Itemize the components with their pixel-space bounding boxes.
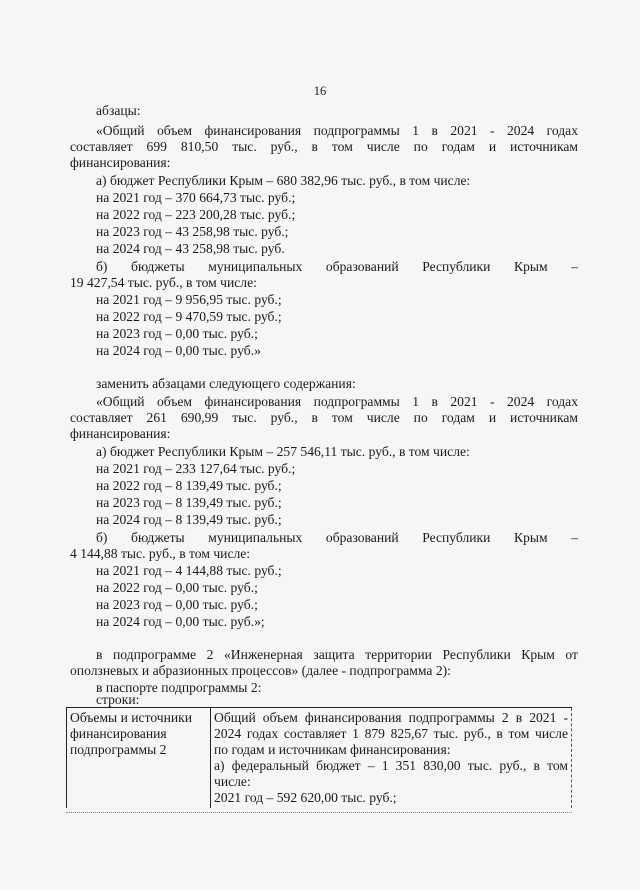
- table-cell-label-line: финансирования: [70, 726, 167, 741]
- table-cell-value: [211, 708, 572, 809]
- paragraph-new-2024: на 2024 год – 8 139,49 тыс. руб.;: [96, 512, 282, 527]
- paragraph-old-municipal-line1: б) бюджеты муниципальных образований Республики Крым –: [96, 259, 578, 274]
- paragraph-old-2022: на 2022 год – 223 200,28 тыс. руб.;: [96, 207, 296, 222]
- paragraph-old-mun-2022: на 2022 год – 9 470,59 тыс. руб.;: [96, 309, 282, 324]
- table-row: [67, 708, 572, 809]
- paragraph-new-total-line2: составляет 261 690,99 тыс. руб., в том числе по годам и источникам: [70, 410, 578, 425]
- table-cut-edge: [66, 812, 572, 813]
- paragraph-new-mun-2024: на 2024 год – 0,00 тыс. руб.»;: [96, 614, 265, 629]
- table-cell-value-line: Общий объем финансирования подпрограммы 2 в 2021 -: [214, 710, 568, 725]
- paragraph-old-budget-rk: а) бюджет Республики Крым – 680 382,96 тыс. руб., в том числе:: [96, 173, 471, 188]
- paragraph-replace-with: заменить абзацами следующего содержания:: [96, 376, 356, 391]
- paragraph-new-total-line1: «Общий объем финансирования подпрограммы 1 в 2021 - 2024 годах: [96, 394, 578, 409]
- paragraph-new-mun-2021: на 2021 год – 4 144,88 тыс. руб.;: [96, 563, 282, 578]
- table-cell-value-line: 2024 годах составляет 1 879 825,67 тыс. руб., в том числе: [214, 726, 568, 741]
- paragraph-lines: строки:: [96, 692, 140, 707]
- paragraph-subprogram2-line1: в подпрограмме 2 «Инженерная защита территории Республики Крым от: [96, 647, 578, 662]
- table-cell-value-line: по годам и источникам финансирования:: [214, 742, 451, 757]
- paragraph-new-2023: на 2023 год – 8 139,49 тыс. руб.;: [96, 495, 282, 510]
- table-cell-value-line: а) федеральный бюджет – 1 351 830,00 тыс. руб., в том: [214, 758, 568, 773]
- paragraph-old-mun-2021: на 2021 год – 9 956,95 тыс. руб.;: [96, 292, 282, 307]
- paragraph-old-mun-2024: на 2024 год – 0,00 тыс. руб.»: [96, 343, 261, 358]
- paragraph-old-total-line1: «Общий объем финансирования подпрограммы 1 в 2021 - 2024 годах: [96, 123, 578, 138]
- paragraph-passport: в паспорте подпрограммы 2:: [96, 680, 262, 695]
- table-cell-label: [67, 708, 211, 809]
- paragraph-old-mun-2023: на 2023 год – 0,00 тыс. руб.;: [96, 326, 258, 341]
- table-cell-label-line: подпрограммы 2: [70, 742, 167, 757]
- paragraph-new-2021: на 2021 год – 233 127,64 тыс. руб.;: [96, 461, 296, 476]
- paragraph-new-total-line3: финансирования:: [70, 426, 171, 441]
- table-cell-value-line: числе:: [214, 774, 251, 789]
- paragraph-new-budget-rk: а) бюджет Республики Крым – 257 546,11 тыс. руб., в том числе:: [96, 444, 470, 459]
- paragraph-abzatsy: абзацы:: [96, 103, 141, 118]
- table-cell-label-line: Объемы и источники: [70, 710, 193, 725]
- paragraph-old-municipal-line2: 19 427,54 тыс. руб., в том числе:: [70, 275, 257, 290]
- table-cell-value-line: 2021 год – 592 620,00 тыс. руб.;: [214, 790, 397, 805]
- paragraph-new-2022: на 2022 год – 8 139,49 тыс. руб.;: [96, 478, 282, 493]
- page-number: 16: [313, 84, 327, 98]
- paragraph-new-municipal-line2: 4 144,88 тыс. руб., в том числе:: [70, 546, 251, 561]
- paragraph-old-total-line3: финансирования:: [70, 155, 171, 170]
- paragraph-new-mun-2023: на 2023 год – 0,00 тыс. руб.;: [96, 597, 258, 612]
- paragraph-old-2023: на 2023 год – 43 258,98 тыс. руб.;: [96, 224, 289, 239]
- paragraph-new-municipal-line1: б) бюджеты муниципальных образований Республики Крым –: [96, 530, 578, 545]
- paragraph-new-mun-2022: на 2022 год – 0,00 тыс. руб.;: [96, 580, 258, 595]
- paragraph-subprogram2-line2: оползневых и абразионных процессов» (далее - подпрограмма 2):: [70, 663, 451, 678]
- passport-table: [66, 707, 572, 808]
- paragraph-old-2024: на 2024 год – 43 258,98 тыс. руб.: [96, 241, 285, 256]
- paragraph-old-total-line2: составляет 699 810,50 тыс. руб., в том числе по годам и источникам: [70, 139, 578, 154]
- paragraph-old-2021: на 2021 год – 370 664,73 тыс. руб.;: [96, 190, 296, 205]
